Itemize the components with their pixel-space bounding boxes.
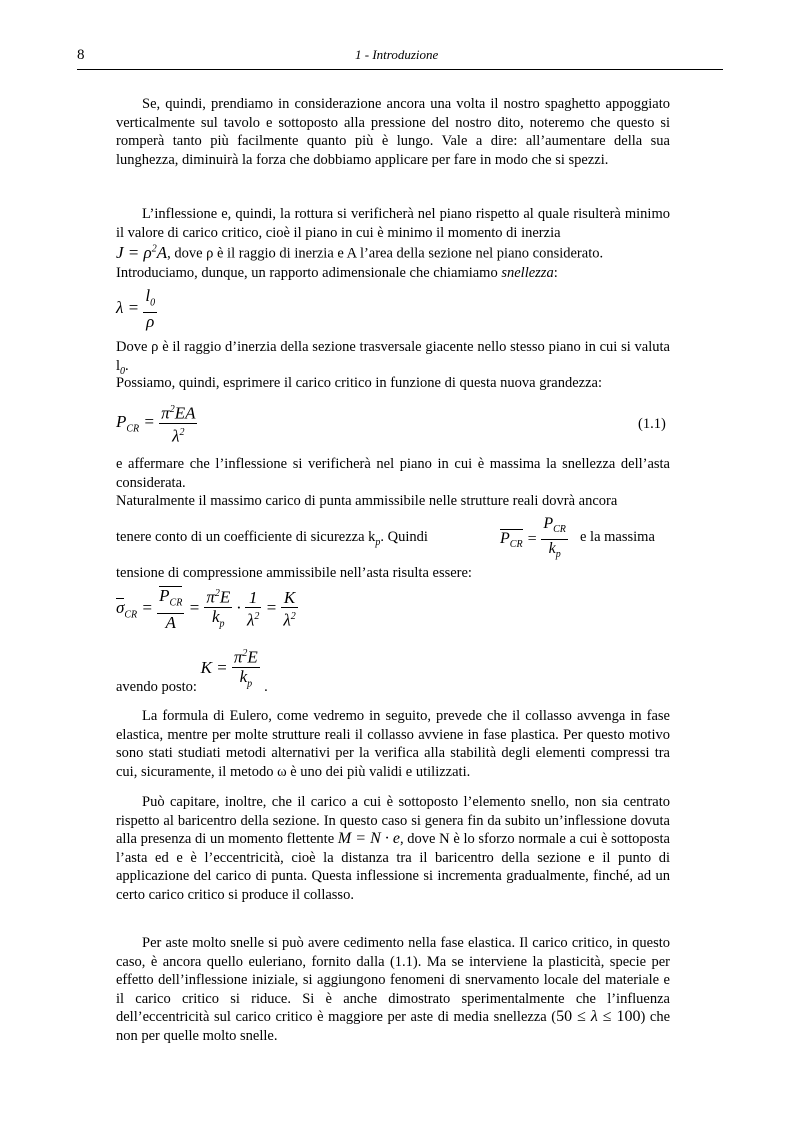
formula-slenderness: λ = $\frac{l_0}{\rho}$ <box>116 286 156 332</box>
formula-k-line: avendo posto: K = $\frac{\pi^2E}{k_p}$ . <box>116 647 268 695</box>
formula-range: 50 ≤ λ ≤ 100 <box>556 1008 641 1025</box>
header-rule <box>77 69 723 70</box>
formula-pcr: $P_{CR}$ = $\frac{\pi^2EA}{\lambda^2}$ <box>116 403 196 446</box>
chapter-title: 1 - Introduzione <box>355 47 439 62</box>
paragraph-5: e affermare che l’inflessione si verificherà nel piano in cui è massima la snellezza dell’asta considerata. <box>116 456 670 491</box>
paragraph-4: Possiamo, quindi, esprimere il carico critico in funzione di questa nuova grandezza: <box>116 375 602 391</box>
page-number: 8 <box>77 47 85 63</box>
inertia-line: $J = \rho^2A$, dove ρ è il raggio di inerzia e A l’area della sezione nel piano considerato. <box>116 242 604 262</box>
paragraph-9: Può capitare, inoltre, che il carico a cui è sottoposto l’elemento snello, non sia centrato rispetto al baricentro della sezione. In questo caso si genera fin da subito un’inflessione dovuta alla presenza di un momento flettente M = N · e, dove N è lo sforzo normale a cui è sottoposta l’asta ed e è l’eccentricità, cioè la distanza tra il baricentro della sezione e il punto di applicazione del carico di punta. Questa inflessione si incrementa gradualmente, finché, ad un certo carico critico si produce il collasso. <box>116 794 670 903</box>
formula-k: K = $\frac{\pi^2E}{k_p}$ <box>201 658 264 677</box>
equation-number: (1.1) <box>638 416 666 432</box>
paragraph-6c: tensione di compressione ammissibile nell’asta risulta essere: <box>116 565 472 581</box>
paragraph-6: Naturalmente il massimo carico di punta ammissibile nelle strutture reali dovrà ancora <box>116 493 618 509</box>
paragraph-8: La formula di Eulero, come vedremo in seguito, prevede che il collasso avvenga in fase elastica, mentre per molte strutture reali il collasso avviene in fase plastica. Per questo motivo sono stati studiati metodi alternativi per la verifica alla stabilità degli elementi compressi tra cui, sicuramente, il metodo ω è uno dei più validi e utilizzati. <box>116 708 670 780</box>
paragraph-10: Per aste molto snelle si può avere cedimento nella fase elastica. Il carico critico, in questo caso, è ancora quello euleriano, fornito dalla (1.1). Ma se interviene la plasticità, specie per effetto dell’inflessione iniziale, si aggiungono fenomeni di snervamento locale del materiale e il carico critico si riduce. Si è anche dimostrato sperimentalmente che l’influenza dell’eccentricità sul carico critico è maggiore per aste di media snellezza (50 ≤ λ ≤ 100) che non per quelle molto snelle. <box>116 935 671 1044</box>
formula-moment: M = N · e <box>337 830 400 847</box>
paragraph-3: Dove ρ è il raggio d’inerzia della sezione trasversale giacente nello stesso piano in cui si valuta $l_0$. <box>116 339 670 377</box>
paragraph-1: Se, quindi, prendiamo in considerazione ancora una volta il nostro spaghetto appoggiato verticalmente sul tavolo e sottoposto alla pressione del nostro dito, noteremo che questo si romperà tanto più facilmente quanto più è lungo. Vale a dire: all’aumentare della sua lunghezza, diminuirà la forza che dobbiamo applicare per fare in modo che si spezzi. <box>116 96 670 168</box>
formula-sigma: $\sigma_{CR}$ = $\frac{P_{CR}}{A}$ = $\frac{\pi^2E}{k_p}$ · $\frac{1}{\lambda^2}$ = $\frac{K}{\lambda^2}$ <box>116 586 296 632</box>
slenderness-intro: Introduciamo, dunque, un rapporto adimensionale che chiamiamo snellezza: <box>116 265 558 281</box>
formula-pcr-admissible: $P_{CR}$ = $\frac{P_{CR}}{k_p}$ <box>500 515 568 564</box>
paragraph-2: L’inflessione e, quindi, la rottura si verificherà nel piano rispetto al quale risulterà minimo il valore di carico critico, cioè il piano in cui è minimo il momento di inerzia <box>116 206 670 241</box>
formula-inertia: $J = \rho^2A$ <box>116 242 168 262</box>
